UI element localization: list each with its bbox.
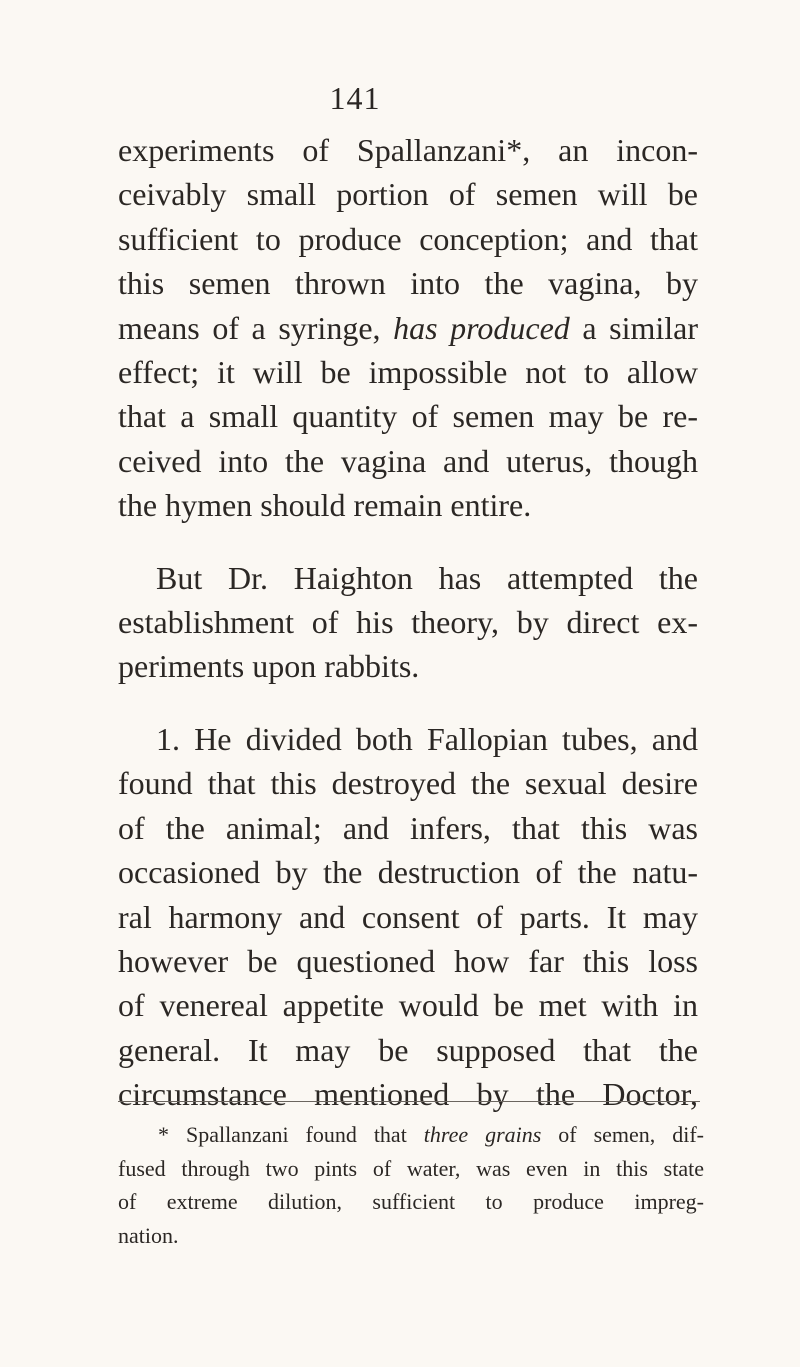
footnote-line	[118, 1118, 704, 1152]
paragraph-2	[118, 556, 698, 689]
footnote-line: nation.	[118, 1222, 179, 1248]
footnote-line: fused through two pints of water, was even in this state	[118, 1155, 704, 1181]
text-line: of venereal appetite would be met with in	[118, 987, 698, 1024]
text-line: experiments of Spallanzani*, an incon-	[118, 132, 698, 168]
footnote	[118, 1118, 704, 1252]
text-segment: of semen, dif-	[541, 1122, 704, 1147]
text-line: ral harmony and consent of parts. It may	[118, 898, 698, 935]
italic-phrase: three grains	[423, 1122, 542, 1147]
text-line: effect; it will be impossible not to allow	[118, 354, 698, 391]
text-line: ceivably small portion of semen will be	[118, 176, 698, 213]
footnote-line: of extreme dilution, sufficient to produce impreg-	[118, 1189, 704, 1214]
text-segment: means of a syringe,	[118, 309, 394, 346]
main-text	[118, 128, 698, 1117]
text-line: ceived into the vagina and uterus, though	[118, 442, 698, 479]
text-line: however be questioned how far this loss	[118, 942, 698, 979]
paragraph-3	[118, 717, 698, 1117]
text-line: this semen thrown into the vagina, by	[118, 265, 698, 302]
paragraph-1	[118, 128, 698, 528]
text-line	[118, 306, 698, 350]
text-line: the hymen should remain entire.	[118, 487, 532, 524]
text-line: of the animal; and infers, that this was	[118, 809, 698, 846]
paragraph-spacer	[118, 528, 698, 556]
text-segment: a similar	[569, 309, 699, 346]
text-line: 1. He divided both Fallopian tubes, and	[156, 720, 698, 757]
page-number: 141	[329, 80, 381, 116]
text-line: But Dr. Haighton has attempted the	[156, 559, 698, 596]
text-segment: * Spallanzani found that	[158, 1122, 424, 1147]
text-line: found that this destroyed the sexual desire	[118, 765, 698, 802]
text-line: general. It may be supposed that the	[118, 1031, 698, 1068]
paragraph-spacer	[118, 689, 698, 717]
text-line: that a small quantity of semen may be re-	[118, 398, 698, 435]
italic-phrase: has produced	[393, 309, 570, 346]
text-line: establishment of his theory, by direct ex-	[118, 604, 698, 641]
text-line: sufficient to produce conception; and that	[118, 220, 698, 257]
text-line: occasioned by the destruction of the natu-	[118, 854, 698, 891]
footnote-divider	[118, 1101, 700, 1102]
text-line: periments upon rabbits.	[118, 648, 420, 685]
text-line: circumstance mentioned by the Doctor,	[118, 1076, 698, 1113]
